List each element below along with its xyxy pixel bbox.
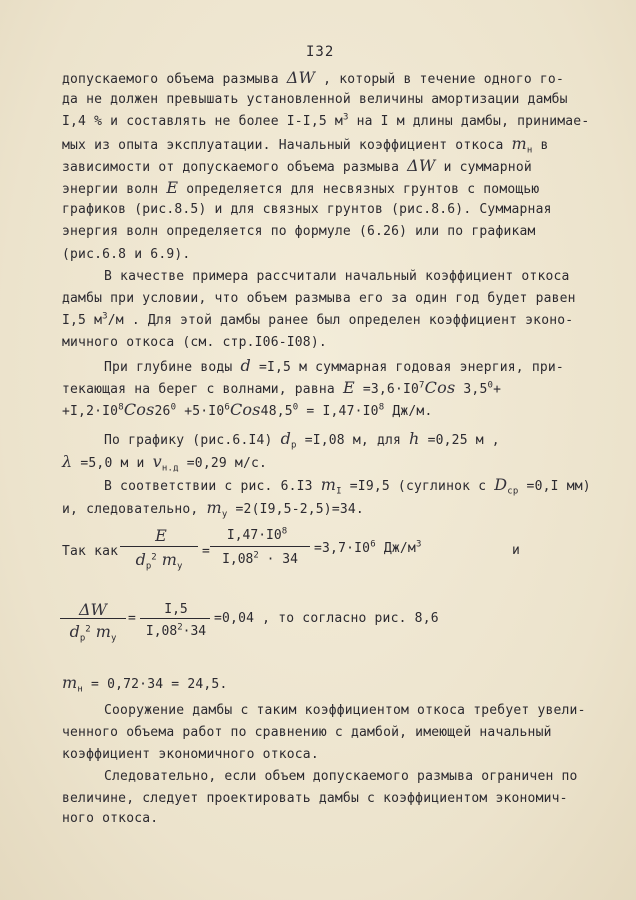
fraction-bar [120,546,198,547]
m-h-symbol: m [511,134,527,153]
d-p-symbol: d [280,429,292,448]
fraction-bar [60,618,126,619]
text-line: λ =5,0 м и $v_{н.д} =0,29$ м/с. [62,452,268,474]
text-line: $+I,2\cdot I0^8Cos26^0 +5\cdot I0^6Cos48,5^0 = I,47\cdot I0^8$ Дж/м. [62,400,433,419]
text-line: При глубине воды d =I,5 м суммарная годовая энергия, при- [104,356,564,375]
m-y-symbol: m [206,498,222,517]
text-line: зависимости от допускаемого объема размыва ΔW и суммарной [62,156,532,175]
h-symbol: h [409,429,420,448]
e-symbol: E [166,178,179,197]
text-line: (рис.6.8 и 6.9). [62,247,191,262]
text-line: ченного объема работ по сравнению с дамбой, имеющей начальный [62,725,552,740]
text-line: да не должен превышать установленной величины амортизации дамбы [62,92,568,107]
formula-3: $m_н = 0,72\cdot 34 = 24,5$. [62,673,228,695]
m1-symbol: m [320,475,337,494]
text-line: ного откоса. [62,811,159,826]
text-line: энергия волн определяется по формуле (6.26) или по графикам [62,224,536,239]
text-line: I,5 $м^3/м$ . Для этой дамбы ранее был определен коэффициент эконо- [62,311,574,328]
fraction-bar [140,618,210,619]
text-line: дамбы при условии, что объем размыва его за один год будет равен [62,291,576,306]
text-line: В соответствии с рис. 6.I3 $m_I =I9,5$ (суглинок с $D_{cp} =0,I$ мм) [104,475,591,497]
text-line: допускаемого объема размыва ΔW , который в течение одного го- [62,68,564,87]
text-line: I,4 % и составлять не более I-I,5 $м^3$ на I м длины дамбы, принимае- [62,112,590,129]
text-line: мичного откоса (см. стр.I06-I08). [62,335,327,350]
v-symbol: v [152,452,162,471]
text-line: и, следовательно, $m_y =2(I9,5-2,5)=34$. [62,498,364,520]
fraction-bar [210,546,310,547]
text-line: Следовательно, если объем допускаемого размыва ограничен по [104,769,578,784]
document-page: I32 допускаемого объема размыва ΔW , который в течение одного го- да не должен превышать установленной величины амортизации дамбы I,4 % и составлять не более I-I,5 $м^3$ на I м длины дамбы, принимае- мых из опыта эксплуатации. Начальный коэффициент откоса $m_н$ в зависимости от допускаемого объема размыва ΔW и суммарной энергии волн E определяется для несвязных грунтов с помощью графиков (рис.8.5) и для связных грунтов (рис.8.6). Суммарная энергия волн определяется по формуле (6.26) или по графикам (рис.6.8 и 6.9). В качестве примера рассчитали начальный коэффициент откоса дамбы при условии, что объем размыва его за один год будет равен I,5 $м^3/м$ . Для этой дамбы ранее был определен коэффициент эконо- мичного откоса (см. стр.I06-I08). При глубине воды d =I,5 м суммарная годовая энергия, при- текающая на берег с волнами, равна $E =3,6\cdot I0^7Cos$ $3,5^0+$ $+I,2\cdot I0^8Cos26^0 +5\cdot I0^6Cos48,5^0 = I,47\cdot I0^8$ Дж/м. По графику (рис.6.I4) $d_p =I,08$ м, для h =0,25 м , λ =5,0 м и $v_{н.д} =0,29$ м/с. В соответствии с рис. 6.I3 $m_I =I9,5$ (суглинок с $D_{cp} =0,I$ мм) и, следовательно, $m_y =2(I9,5-2,5)=34$. Так как E $d_p^2$ $m_y$ = $I,47\cdot I0^8$ $I,08^2 \cdot 34$ $=3,7\cdot I0^6$ $Дж/м^3$ и ΔW $d_p^2$ $m_y$ = I,5 $I,08^2\cdot 34$ =0,04 , то согласно рис. 8,6 $m_н = 0,72\cdot 34 = 24,5$. Сооружение дамбы с таким коэффициентом откоса требует увели- ченного объема работ по сравнению с дамбой, имеющей начальный коэффициент экономичного откоса. Следовательно, если объем допускаемого размыва ограничен по величине, следует проектировать дамбы с коэффициентом экономич- ного откоса. [0,0,636,900]
e-symbol: E [342,378,355,397]
text-line: Сооружение дамбы с таким коэффициентом откоса требует увели- [104,703,586,718]
text-line: энергии волн E определяется для несвязных грунтов с помощью [62,178,540,197]
d-cp-symbol: D [494,475,508,494]
text-line: текающая на берег с волнами, равна $E =3,6\cdot I0^7Cos$ $3,5^0+$ [62,378,502,397]
delta-w-symbol: ΔW [407,156,436,175]
d-symbol: d [240,356,251,375]
text-line: графиков (рис.8.5) и для связных грунтов (рис.8.6). Суммарная [62,202,552,217]
lambda-symbol: λ [62,452,73,471]
delta-w-symbol: ΔW [286,68,316,87]
text-line: коэффициент экономичного откоса. [62,747,319,762]
text-line: По графику (рис.6.I4) $d_p =I,08$ м, для h =0,25 м , [104,429,500,451]
text-line: В качестве примера рассчитали начальный коэффициент откоса [104,269,570,284]
text-line: мых из опыта эксплуатации. Начальный коэффициент откоса $m_н$ в [62,134,549,156]
text-line: величине, следует проектировать дамбы с коэффициентом экономич- [62,791,568,806]
page-number: I32 [306,44,335,60]
